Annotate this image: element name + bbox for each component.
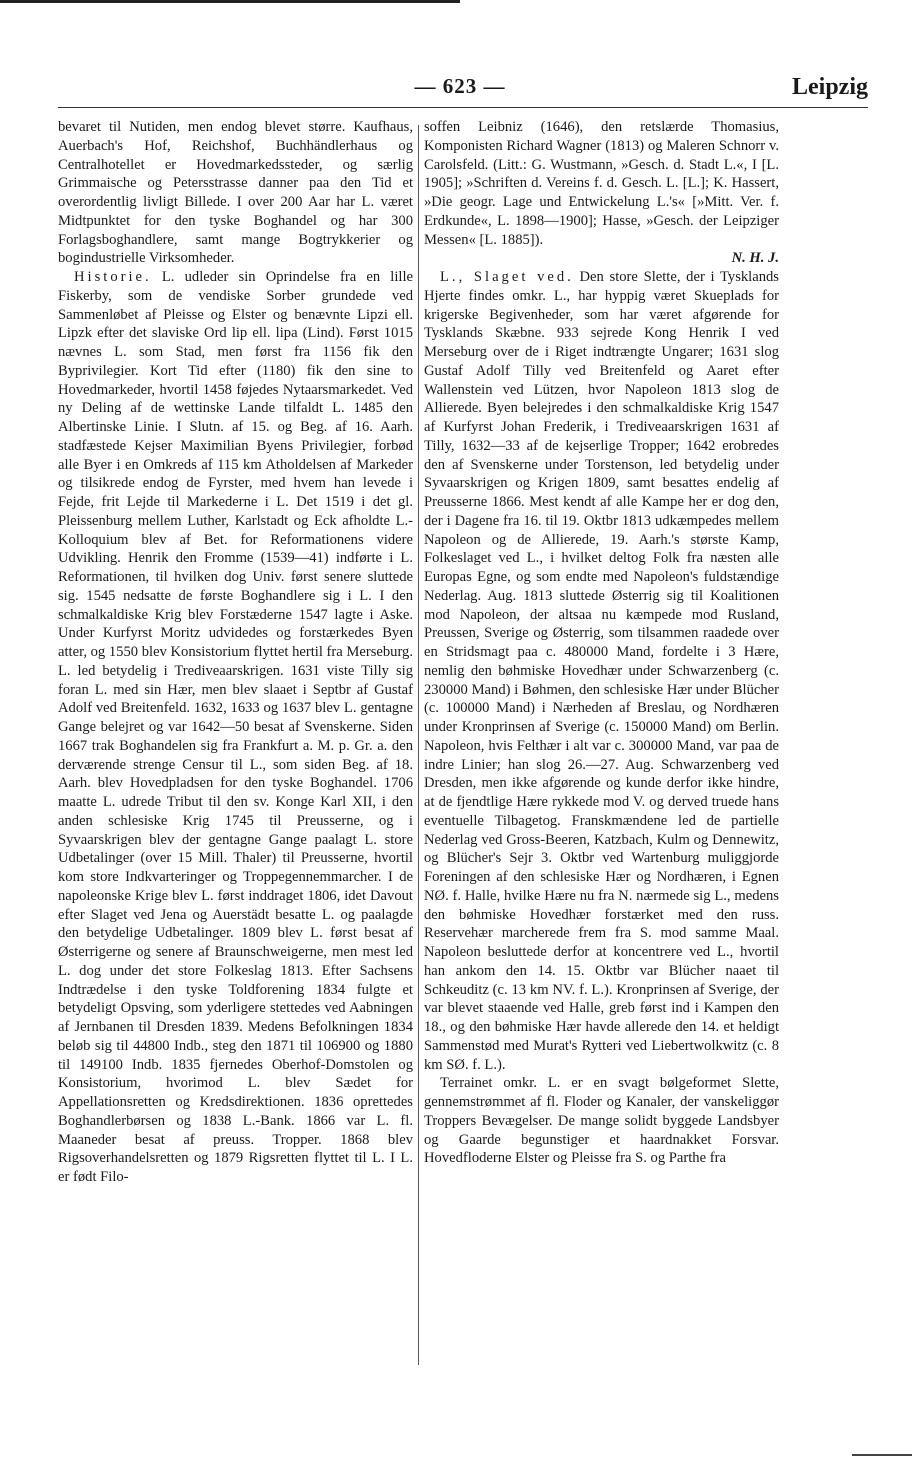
- header-rule: [58, 107, 868, 108]
- author-signature: N. H. J.: [731, 250, 779, 267]
- corner-scan-mark: [852, 1454, 912, 1456]
- paragraph-notable-people: soffen Leibniz (1646), den retslærde Thomasius, Komponisten Richard Wagner (1813) og Maleren Schnorr v. Carolsfeld. (Litt.: G. Wustmann, »Gesch. d. Stadt L.«, I [L. 1905]; »Schriften d. Vereins f. d. Gesch. L. [L.]; K. Hassert, »Die geogr. Lage und Entwickelung L.'s« [»Mitt. Ver. f. Erdkunde«, L. 1898—1900]; Hasse, »Gesch. der Leipziger Messen« [L. 1885]).: [424, 119, 779, 248]
- left-column: [58, 118, 413, 1187]
- paragraph-battle-text: Den store Slette, der i Tysklands Hjerte findes omkr. L., har hyppig været Skueplads for krigerske Begivenheder, som har været afgørende for Tysklands Skæbne. 933 sejrede Kong Henrik I ved Merseburg over de i Riget indtrængte Ungarer; 1631 slog Gustaf Adolf Tilly ved Breitenfeld og Aaret efter Wallenstein ved Lützen, hvor Napoleon 1813 slog de Allierede. Byen belejredes i den schmalkaldiske Krig 1547 af Kurfyrst Johan Frederik, i Trediveaarskrigen 1631 af Tilly, 1632—33 af de kejserlige Tropper; 1642 erobredes den af Svenskerne under Torstenson, led betydelig under Syvaarskrigen og Krigen 1809, samt besattes endelig af Preusserne 1866. Mest kendt af alle Kampe her er dog den, der i Dagene fra 16. til 19. Oktbr 1813 udkæmpedes mellem Napoleon og de Allierede, 19. Aarh.'s største Kamp, Folkeslaget ved L., i hvilket deltog Folk fra næsten alle Europas Egne, og som endte med Napoleon's fuldstændige Nederlag. Aug. 1813 sluttede Østerrig sig til Koalitionen mod Napoleon, der altsaa nu kæmpede mod Rusland, Preussen, Sverige og Østerrig, som tilsammen raadede over en Stridsmagt paa c. 480000 Mand, fordelte i 3 Hære, nemlig den bøhmiske Hovedhær under Schwarzenberg (c. 230000 Mand) i Bøhmen, den schlesiske Hær under Blücher (c. 100000 Mand) i Nærheden af Breslau, og Nordhæren under Kronprinsen af Sverige (c. 150000 Mand) om Berlin. Napoleon, hvis Felthær i alt var c. 300000 Mand, var paa de indre Linier; han slog 26.—27. Aug. Schwarzenberg ved Dresden, men ikke afgørende og kunde derfor ikke hindre, at de fjendtlige Hære rykkede mod V. og derved truede hans eventuelle Tilbagetog. Franskmændene led de partielle Nederlag ved Gross-Beeren, Katzbach, Kulm og Dennewitz, og Blücher's Sejr 3. Oktbr ved Wartenburg muliggjorde Foreningen af den schlesiske Hær og Nordhæren, i Egnen NØ. f. Halle, hvilke Hære nu fra N. nærmede sig L., medens den bøhmiske Hovedhær forstærket med den russ. Reservehær marcherede frem fra S. mod samme Maal. Napoleon besluttede derfor at koncentrere ved L., hvortil han ankom den 14. 15. Oktbr var Blücher naaet til Schkeuditz (c. 13 km NV. f. L.). Kronprinsen af Sverige, der var blevet staaende ved Halle, greb først ind i Kampen den 18., og den bøhmiske Hær havde allerede den 14. et heldigt Sammenstød med Murat's Rytteri ved Liebertwolkwitz (c. 8 km SØ. f. L.).: [424, 269, 779, 1073]
- running-head: Leipzig: [792, 74, 868, 100]
- right-column: [424, 118, 779, 1168]
- section-label-history: Historie.: [74, 269, 152, 285]
- column-divider: [418, 125, 419, 1365]
- page-number: — 623 —: [414, 74, 506, 98]
- entry-heading-battle: L., Slaget ved.: [440, 269, 574, 285]
- paragraph-terrain: Terrainet omkr. L. er en svagt bølgeformet Slette, gennemstrømmet af fl. Floder og Kanaler, der vanskeliggør Troppers Bevægelser. De mange solidt byggede Landsbyer og Gaarde begunstiger et haardnakket Forsvar. Hovedfloderne Elster og Pleisse fra S. og Parthe fra: [424, 1075, 779, 1167]
- paragraph-history: [58, 268, 413, 1187]
- top-edge-rule: [0, 0, 460, 3]
- paragraph-history-text: L. udleder sin Oprindelse fra en lille Fiskerby, som de vendiske Sorber grundede ved Sammenløbet af Pleisse og Elster og benævnte Lipzi ell. Lipzk efter det slaviske Ord lip ell. lipa (Lind). Først 1015 nævnes L. som Stad, men først fra 1156 fik den Byprivilegier. Kort Tid efter (1180) fik den sine to Hovedmarkeder, hvortil 1458 føjedes Nytaarsmarkedet. Ved ny Deling af de wettinske Lande tilfaldt L. 1485 den Albertinske Linie. I Slutn. af 15. og Beg. af 16. Aarh. stadfæstede Kejser Maximilian Byens Privilegier, forbød alle Byer i en Omkreds af 115 km Atholdelsen af Markeder og tilsikrede endog de Fyrster, med hvem han levede i Fejde, frit Lejde til Markederne i L. Det 1519 i det gl. Pleissenburg mellem Luther, Karlstadt og Eck afholdte L.-Kolloquium blev af Bet. for Reformationens videre Udvikling. Henrik den Fromme (1539—41) indførte i L. Reformationen, til hvilken dog Univ. først senere sluttede sig. 1545 nedsatte de første Boghandlere sig i L. I den schmalkaldiske Krig blev Forstæderne 1547 lagte i Aske. Under Kurfyrst Moritz udvidedes og forstærkedes Byen atter, og 1550 blev Konsistorium flyttet hertil fra Merseburg. L. led betydelig i Trediveaarskrigen. 1631 viste Tilly sig foran L. med sin Hær, men blev slaaet i Septbr af Gustaf Adolf ved Breitenfeld. 1632, 1633 og 1637 blev L. gentagne Gange belejret og var 1642—50 besat af Svenskerne. Siden 1667 trak Boghandelen sig fra Frankfurt a. M. p. Gr. a. den derværende strenge Censur til L., som siden Beg. af 18. Aarh. blev Hovedpladsen for den tyske Boghandel. 1706 maatte L. udrede Tribut til den sv. Konge Karl XII, i den anden schlesiske Krig 1745 til Preusserne, og i Syvaarskrigen blev der gentagne Gange paalagt L. store Udbetalinger (over 15 Mill. Thaler) til Preusserne, hvortil kom store Indkvarteringer og Troppegennemmarcher. I de napoleonske Krige blev L. først inddraget 1806, idet Davout efter Slaget ved Jena og Auerstädt besatte L. og paalagde den betydelige Udbetalinger. 1809 blev L. først besat af Østerrigerne og senere af Braunschweigerne, men mest led L. dog under det store Folkeslag 1813. Efter Sachsens Indtrædelse i den tyske Toldforening 1834 fulgte et betydeligt Opsving, som yderligere stettedes ved Aabningen af Jernbanen til Dresden 1839. Medens Befolkningen 1834 beløb sig til 44800 Indb., steg den 1871 til 106900 og 1880 til 149100 Indb. 1835 fjernedes Oberhof-Domstolen og Konsistorium, hvorimod L. blev Sædet for Appellationsretten og Kredsdirektionen. 1836 oprettedes Boghandlerbørsen og 1838 L.-Bank. 1866 var L. fl. Maaneder besat af preuss. Tropper. 1868 blev Rigsoverhandelsretten og 1879 Rigsretten flyttet til L. I L. er født Filo-: [58, 269, 413, 1185]
- paragraph-battle: [424, 268, 779, 1074]
- paragraph-city-description: bevaret til Nutiden, men endog blevet større. Kaufhaus, Auerbach's Hof, Reichshof, Buchhändlerhaus og Centralhotellet er Hovedmarkedssteder, og særlig Grimmaische og Petersstrasse danner paa den Tid et overordentlig livligt Billede. I over 200 Aar har L. været Midtpunktet for den tyske Boghandel og har 300 Forlagsboghandlere, samt mange Bogtrykkerier og bogindustrielle Virksomheder.: [58, 119, 413, 267]
